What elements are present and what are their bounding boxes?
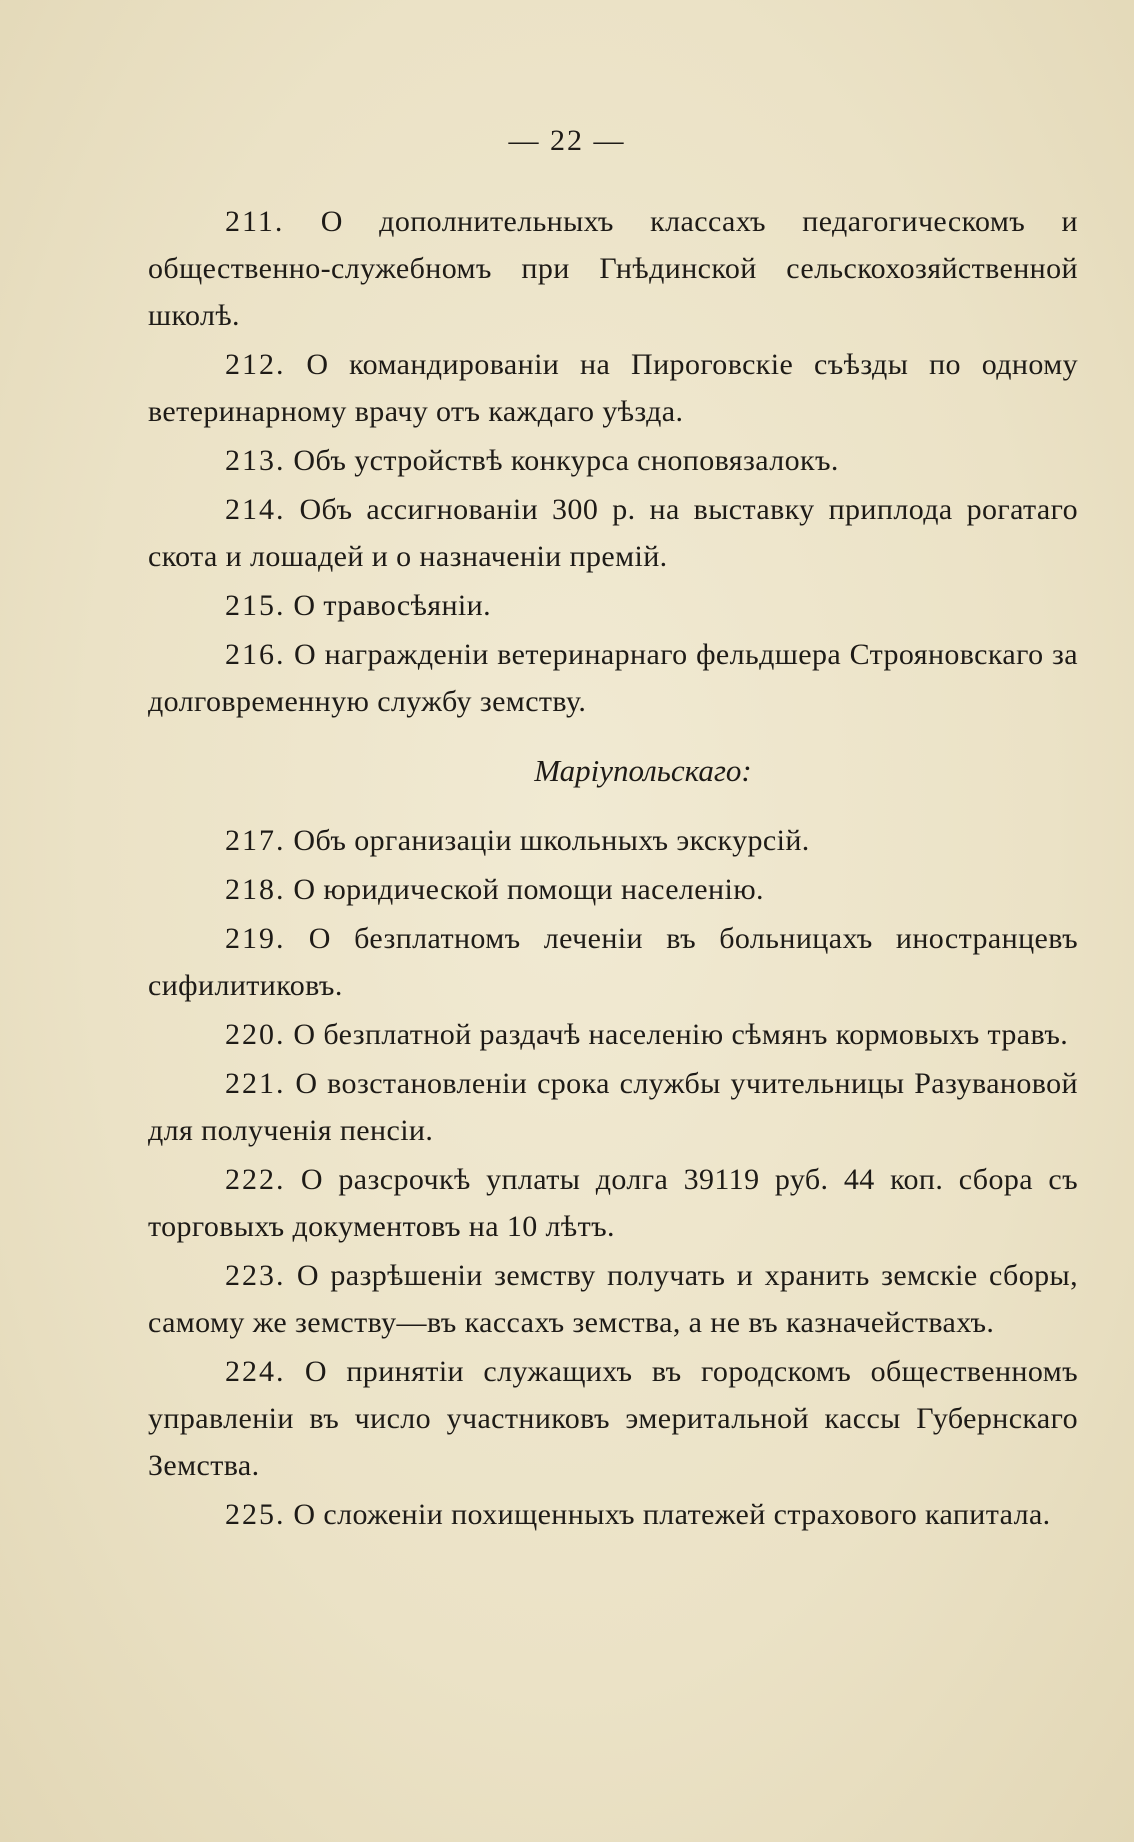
resolution-item-222 bbox=[148, 1156, 1078, 1250]
resolution-item-214 bbox=[148, 486, 1078, 580]
item-text: Объ ассигнованіи 300 р. на выставку приплода рогатаго скота и лошадей и о назначеніи премій. bbox=[148, 493, 1078, 573]
item-text: О разсрочкѣ уплаты долга 39119 руб. 44 коп. сбора съ торговыхъ документовъ на 10 лѣтъ. bbox=[148, 1163, 1079, 1243]
item-number: 219. bbox=[225, 922, 286, 955]
resolution-list-after bbox=[148, 817, 1078, 1538]
item-text: О юридической помощи населенію. bbox=[293, 873, 764, 906]
resolution-list-before bbox=[148, 198, 1078, 725]
item-text: О безплатной раздачѣ населенію сѣмянъ кормовыхъ травъ. bbox=[293, 1018, 1069, 1051]
resolution-item-224 bbox=[148, 1348, 1078, 1489]
resolution-item-218 bbox=[148, 866, 1078, 913]
item-text: О сложеніи похищенныхъ платежей страхового капитала. bbox=[293, 1498, 1051, 1531]
item-text: О безплатномъ леченіи въ больницахъ иностранцевъ сифилитиковъ. bbox=[148, 922, 1078, 1002]
section-heading: Маріупольскаго: bbox=[534, 753, 752, 788]
item-text: О дополнительныхъ классахъ педагогическомъ и общественно-служебномъ при Гнѣдинской сельскохозяйственной школѣ. bbox=[148, 205, 1078, 332]
resolution-item-213 bbox=[148, 437, 1078, 484]
item-text: О принятіи служащихъ въ городскомъ общественномъ управленіи въ число участниковъ эмеритальной кассы Губернскаго Земства. bbox=[148, 1355, 1078, 1482]
resolution-item-221 bbox=[148, 1060, 1078, 1154]
item-number: 211. bbox=[225, 205, 285, 238]
item-number: 215. bbox=[225, 589, 286, 622]
item-text: О травосѣяніи. bbox=[293, 589, 492, 622]
item-text: О награжденіи ветеринарнаго фельдшера Строяновскаго за долговременную службу земству. bbox=[148, 638, 1078, 718]
item-text: Объ организаціи школьныхъ экскурсій. bbox=[293, 824, 810, 857]
resolution-item-212 bbox=[148, 341, 1078, 435]
resolution-item-215 bbox=[148, 582, 1078, 629]
resolution-item-216 bbox=[148, 631, 1078, 725]
resolution-item-220 bbox=[148, 1011, 1078, 1058]
resolution-item-211 bbox=[148, 198, 1078, 339]
item-number: 217. bbox=[225, 824, 286, 857]
resolution-item-223 bbox=[148, 1252, 1078, 1346]
item-number: 225. bbox=[225, 1498, 286, 1531]
item-text: Объ устройствѣ конкурса сноповязалокъ. bbox=[293, 444, 839, 477]
item-number: 223. bbox=[225, 1259, 286, 1292]
page-content bbox=[148, 198, 1078, 1540]
item-number: 212. bbox=[225, 348, 286, 381]
item-number: 222. bbox=[225, 1163, 286, 1196]
resolution-item-219 bbox=[148, 915, 1078, 1009]
item-number: 224. bbox=[225, 1355, 286, 1388]
item-number: 213. bbox=[225, 444, 286, 477]
item-number: 220. bbox=[225, 1018, 286, 1051]
item-number: 214. bbox=[225, 493, 286, 526]
item-number: 216. bbox=[225, 638, 286, 671]
resolution-item-217 bbox=[148, 817, 1078, 864]
resolution-item-225 bbox=[148, 1491, 1078, 1538]
item-number: 218. bbox=[225, 873, 286, 906]
item-number: 221. bbox=[225, 1067, 286, 1100]
item-text: О возстановленіи срока службы учительницы Разувановой для полученія пенсіи. bbox=[148, 1067, 1078, 1147]
page-number: — 22 — bbox=[508, 124, 626, 157]
item-text: О командированіи на Пироговскіе съѣзды по одному ветеринарному врачу отъ каждаго уѣзда. bbox=[148, 348, 1078, 428]
item-text: О разрѣшеніи земству получать и хранить земскіе сборы, самому же земству—въ кассахъ земства, а не въ казначействахъ. bbox=[148, 1259, 1078, 1339]
